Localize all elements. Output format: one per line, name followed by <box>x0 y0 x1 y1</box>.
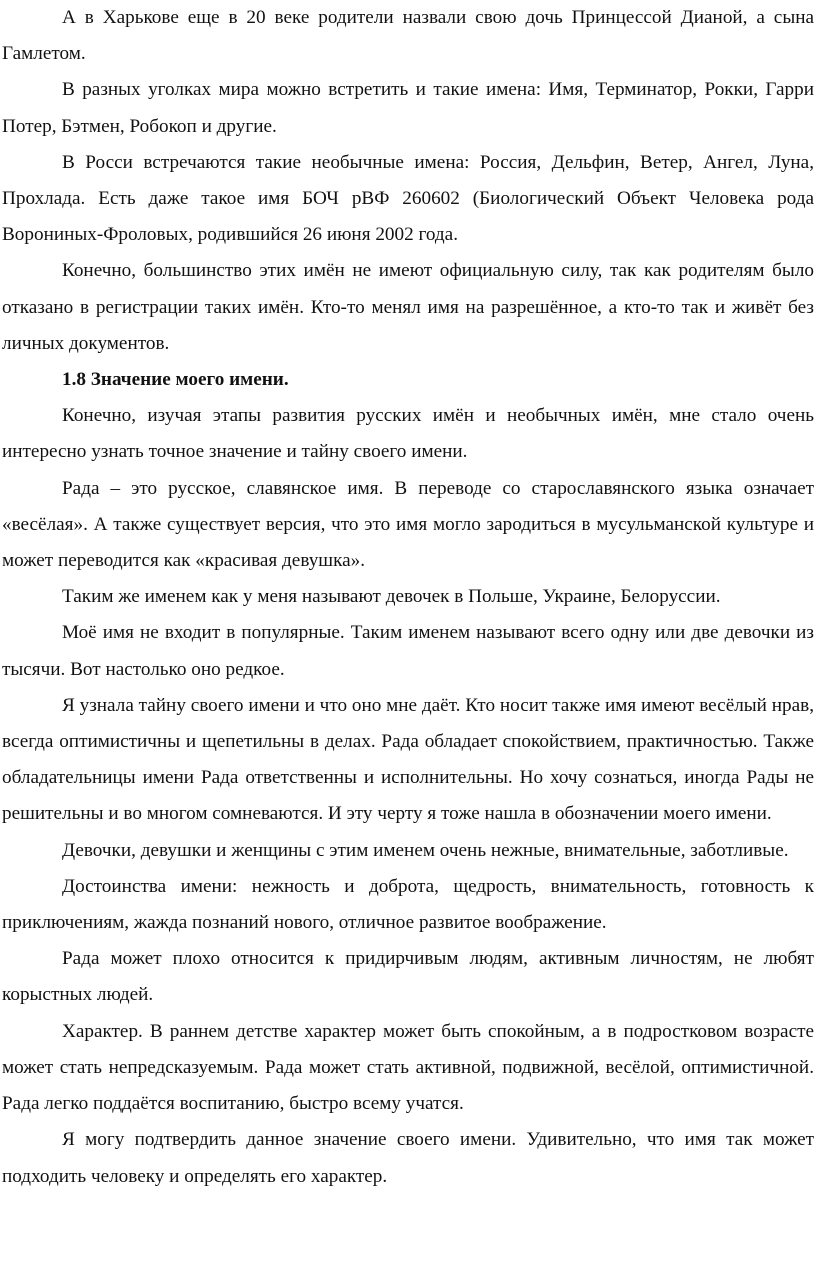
paragraph-virtues: Достоинства имени: нежность и доброта, щедрость, внимательность, готовность к приключениям, жажда познаний нового, отличное развитое воображение. <box>2 875 814 934</box>
paragraph-rarity: Моё имя не входит в популярные. Таким именем называют всего одну или две девочки из тысячи. Вот настолько оно редкое. <box>2 622 814 680</box>
section-heading: 1.8 Значение моего имени. <box>62 369 289 391</box>
paragraph-russia-names: В Росси встречаются такие необычные имена: Россия, Дельфин, Ветер, Ангел, Луна, Прохлада. Есть даже такое имя БОЧ рВФ 260602 (Биологический Объект Человека рода Ворониных-Фроловых, родившийся 26 июня 2002 года. <box>2 151 814 246</box>
paragraph-world-names: В разных уголках мира можно встретить и такие имена: Имя, Терминатор, Рокки, Гарри Потер, Бэтмен, Робокоп и другие. <box>2 79 814 137</box>
paragraph-kharkov-names: А в Харькове еще в 20 веке родители назвали свою дочь Принцессой Дианой, а сына Гамлетом. <box>2 7 814 65</box>
paragraph-official-status: Конечно, большинство этих имён не имеют официальную силу, так как родителям было отказано в регистрации таких имён. Кто-то менял имя на разрешённое, а кто-то так и живёт без личных документов. <box>2 260 814 354</box>
paragraph-name-secret: Я узнала тайну своего имени и что оно мне даёт. Кто носит также имя имеют весёлый нрав, всегда оптимистичны и щепетильны в делах. Рада обладает спокойствием, практичностью. Также обладательницы имени Рада ответственны и исполнительны. Но хочу сознаться, иногда Рады не решительны и во многом сомневаются. И эту черту я тоже нашла в обозначении моего имени. <box>2 694 814 825</box>
paragraph-confirmation: Я могу подтвердить данное значение своего имени. Удивительно, что имя так может подходить человеку и определять его характер. <box>2 1129 814 1187</box>
paragraph-dislikes: Рада может плохо относится к придирчивым людям, активным личностям, не любят корыстных людей. <box>2 948 814 1006</box>
document-body <box>2 0 814 1195</box>
paragraph-gentle: Девочки, девушки и женщины с этим именем очень нежные, внимательные, заботливые. <box>62 839 789 861</box>
paragraph-interest: Конечно, изучая этапы развития русских имён и необычных имён, мне стало очень интересно узнать точное значение и тайну своего имени. <box>2 405 814 463</box>
paragraph-name-origin: Рада – это русское, славянское имя. В переводе со старославянского языка означает «весёлая». А также существует версия, что это имя могло зародиться в мусульманской культуре и может переводится как «красивая девушка». <box>2 477 814 572</box>
paragraph-character: Характер. В раннем детстве характер может быть спокойным, а в подростковом возрасте может стать непредсказуемым. Рада может стать активной, подвижной, весёлой, оптимистичной. Рада легко поддаётся воспитанию, быстро всему учатся. <box>2 1020 814 1115</box>
paragraph-countries: Таким же именем как у меня называют девочек в Польше, Украине, Белоруссии. <box>62 586 721 608</box>
